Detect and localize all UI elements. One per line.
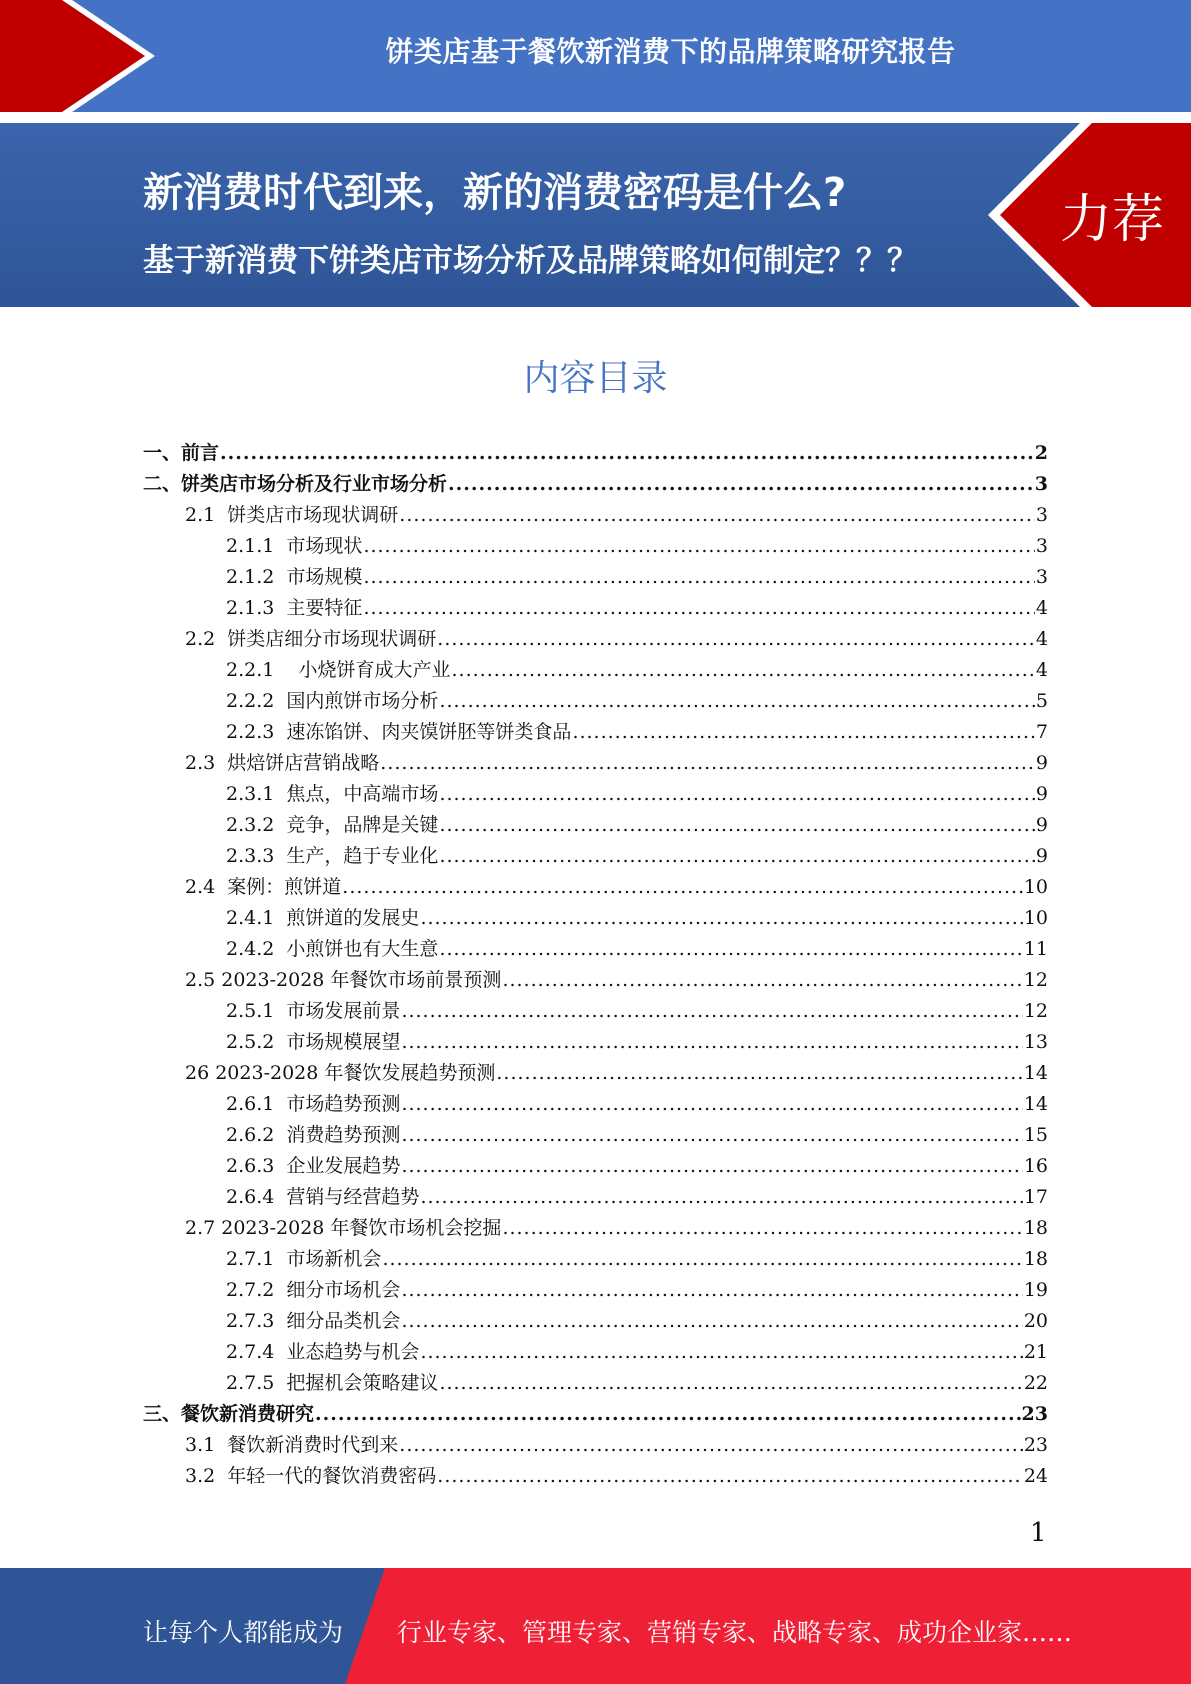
toc-leader-dots: [420, 1186, 1022, 1208]
toc-entry-label: 一、前言: [143, 442, 220, 464]
toc-leader-dots: [401, 1093, 1022, 1115]
toc-entry-label: 2.7.1 市场新机会: [226, 1248, 382, 1270]
toc-entry-page: 16: [1023, 1155, 1048, 1177]
toc-entry-label: 2.1.2 市场规模: [226, 566, 363, 588]
toc-entry-label: 2.6.3 企业发展趋势: [226, 1155, 401, 1177]
toc-entry[interactable]: [185, 965, 1048, 996]
toc-leader-dots: [437, 1465, 1023, 1487]
toc-entry-label: 2.3.2 竞争，品牌是关键: [226, 814, 439, 836]
toc-entry-page: 23: [1021, 1403, 1048, 1425]
toc-entry-page: 7: [1035, 721, 1048, 743]
toc-entry[interactable]: [226, 1151, 1048, 1182]
toc-leader-dots: [572, 721, 1034, 743]
toc-entry-page: 17: [1023, 1186, 1048, 1208]
toc-entry[interactable]: [226, 686, 1048, 717]
hero-banner: [0, 123, 1191, 307]
toc-entry-page: 3: [1035, 535, 1048, 557]
toc-leader-dots: [439, 783, 1034, 805]
toc-entry-page: 4: [1035, 659, 1048, 681]
toc-entry-page: 9: [1035, 814, 1048, 836]
toc-entry[interactable]: [185, 624, 1048, 655]
toc-entry-page: 10: [1023, 907, 1048, 929]
toc-leader-dots: [502, 1217, 1022, 1239]
toc-entry-label: 2.2.3 速冻馅饼、肉夹馍饼胚等饼类食品: [226, 721, 572, 743]
toc-entry-page: 21: [1023, 1341, 1048, 1363]
toc-entry-page: 13: [1023, 1031, 1048, 1053]
toc-leader-dots: [420, 1341, 1022, 1363]
toc-entry[interactable]: [226, 531, 1048, 562]
toc-entry-label: 2.2.2 国内煎饼市场分析: [226, 690, 439, 712]
toc-entry-label: 三、餐饮新消费研究: [143, 1403, 315, 1425]
report-header: [0, 0, 1191, 112]
toc-entry-page: 2: [1034, 442, 1048, 464]
toc-entry-page: 14: [1023, 1093, 1048, 1115]
toc-leader-dots: [452, 659, 1035, 681]
toc-entry[interactable]: [226, 717, 1048, 748]
banner-headline: 新消费时代到来，新的消费密码是什么?: [143, 170, 847, 216]
toc-entry-label: 2.7 2023-2028 年餐饮市场机会挖掘: [185, 1217, 502, 1239]
toc-entry-label: 2.6.2 消费趋势预测: [226, 1124, 401, 1146]
toc-entry[interactable]: [226, 1089, 1048, 1120]
toc-entry-label: 2.2 饼类店细分市场现状调研: [185, 628, 437, 650]
toc-leader-dots: [315, 1403, 1021, 1425]
toc-leader-dots: [220, 442, 1034, 464]
toc-entry-label: 2.3.1 焦点，中高端市场: [226, 783, 439, 805]
toc-entry-label: 3.1 餐饮新消费时代到来: [185, 1434, 399, 1456]
toc-entry[interactable]: [226, 1368, 1048, 1399]
toc-entry-label: 2.7.3 细分品类机会: [226, 1310, 401, 1332]
footer-slogan-left: 让每个人都能成为: [143, 1618, 344, 1647]
toc-entry[interactable]: [226, 841, 1048, 872]
toc-entry[interactable]: [185, 1461, 1048, 1492]
toc-entry[interactable]: [226, 655, 1048, 686]
toc-entry-page: 18: [1023, 1217, 1048, 1239]
toc-leader-dots: [439, 1372, 1022, 1394]
toc-leader-dots: [401, 1310, 1022, 1332]
toc-leader-dots: [401, 1124, 1022, 1146]
toc-leader-dots: [363, 597, 1034, 619]
toc-entry-label: 2.7.2 细分市场机会: [226, 1279, 401, 1301]
toc-leader-dots: [439, 938, 1022, 960]
toc-entry[interactable]: [143, 469, 1048, 500]
toc-entry[interactable]: [226, 996, 1048, 1027]
toc-entry[interactable]: [226, 810, 1048, 841]
toc-entry-label: 2.1.1 市场现状: [226, 535, 363, 557]
toc-entry-label: 2.7.4 业态趋势与机会: [226, 1341, 420, 1363]
toc-leader-dots: [439, 845, 1034, 867]
toc-entry[interactable]: [226, 1182, 1048, 1213]
toc-leader-dots: [399, 1434, 1023, 1456]
toc-entry-page: 12: [1023, 1000, 1048, 1022]
toc-entry[interactable]: [226, 562, 1048, 593]
toc-leader-dots: [437, 628, 1035, 650]
toc-entry-label: 2.4.1 煎饼道的发展史: [226, 907, 420, 929]
footer-slogan-right: 行业专家、管理专家、营销专家、战略专家、成功企业家……: [397, 1618, 1073, 1647]
toc-entry-label: 2.6.4 营销与经营趋势: [226, 1186, 420, 1208]
toc-leader-dots: [502, 969, 1022, 991]
toc-leader-dots: [380, 752, 1035, 774]
toc-entry[interactable]: [185, 1213, 1048, 1244]
page-number: 1: [1030, 1518, 1047, 1548]
toc-entry[interactable]: [226, 1306, 1048, 1337]
toc-leader-dots: [496, 1062, 1022, 1084]
toc-leader-dots: [401, 1279, 1022, 1301]
toc-entry-page: 3: [1035, 566, 1048, 588]
toc-leader-dots: [401, 1000, 1022, 1022]
toc-entry-label: 2.2.1 小烧饼育成大产业: [226, 659, 451, 681]
toc-entry-label: 2.5 2023-2028 年餐饮市场前景预测: [185, 969, 502, 991]
toc-entry-label: 2.7.5 把握机会策略建议: [226, 1372, 439, 1394]
toc-leader-dots: [439, 690, 1034, 712]
banner-subheadline: 基于新消费下饼类店市场分析及品牌策略如何制定？？？: [143, 243, 918, 279]
toc-entry-label: 2.5.2 市场规模展望: [226, 1031, 401, 1053]
toc-entry[interactable]: [185, 1058, 1048, 1089]
toc-entry[interactable]: [226, 593, 1048, 624]
toc-entry-page: 19: [1023, 1279, 1048, 1301]
toc-entry[interactable]: [226, 779, 1048, 810]
toc-entry[interactable]: [143, 438, 1048, 469]
toc-leader-dots: [448, 473, 1034, 495]
toc-entry-page: 5: [1035, 690, 1048, 712]
toc-entry-label: 2.6.1 市场趋势预测: [226, 1093, 401, 1115]
toc-leader-dots: [363, 566, 1034, 588]
toc-leader-dots: [363, 535, 1034, 557]
toc-entry-page: 18: [1023, 1248, 1048, 1270]
toc-entry-label: 26 2023-2028 年餐饮发展趋势预测: [185, 1062, 496, 1084]
toc-entry[interactable]: [226, 1275, 1048, 1306]
toc-entry-page: 4: [1035, 597, 1048, 619]
toc-entry[interactable]: [226, 1027, 1048, 1058]
toc-entry-page: 3: [1034, 473, 1048, 495]
toc-entry-label: 2.5.1 市场发展前景: [226, 1000, 401, 1022]
toc-entry-page: 9: [1035, 752, 1048, 774]
toc-entry-label: 2.4.2 小煎饼也有大生意: [226, 938, 439, 960]
toc-entry-page: 4: [1035, 628, 1048, 650]
toc-entry[interactable]: [185, 872, 1048, 903]
toc-leader-dots: [401, 1031, 1022, 1053]
toc-entry-label: 3.2 年轻一代的餐饮消费密码: [185, 1465, 437, 1487]
toc-entry-page: 12: [1023, 969, 1048, 991]
toc-entry-page: 22: [1023, 1372, 1048, 1394]
toc-entry-page: 9: [1035, 783, 1048, 805]
toc-entry[interactable]: [185, 500, 1048, 531]
toc-entry-page: 14: [1023, 1062, 1048, 1084]
toc-entry-page: 23: [1023, 1434, 1048, 1456]
toc-entry-label: 2.1.3 主要特征: [226, 597, 363, 619]
toc-entry-label: 二、饼类店市场分析及行业市场分析: [143, 473, 448, 495]
toc-leader-dots: [401, 1155, 1022, 1177]
toc-leader-dots: [399, 504, 1035, 526]
toc-entry[interactable]: [185, 748, 1048, 779]
toc-leader-dots: [420, 907, 1022, 929]
toc-entry-page: 15: [1023, 1124, 1048, 1146]
toc-entry[interactable]: [226, 1120, 1048, 1151]
toc-heading: 内容目录: [523, 358, 668, 399]
toc-entry-label: 2.3.3 生产，趋于专业化: [226, 845, 439, 867]
toc-entry-label: 2.4 案例：煎饼道: [185, 876, 342, 898]
toc-entry-page: 24: [1023, 1465, 1048, 1487]
toc-leader-dots: [382, 1248, 1022, 1270]
report-title: 饼类店基于餐饮新消费下的品牌策略研究报告: [385, 35, 956, 68]
recommend-badge: 力荐: [1060, 190, 1165, 250]
toc-entry-page: 3: [1035, 504, 1048, 526]
footer-banner: [0, 1568, 1191, 1684]
toc-entry[interactable]: [226, 1244, 1048, 1275]
toc-entry-label: 2.1 饼类店市场现状调研: [185, 504, 399, 526]
toc-entry-page: 9: [1035, 845, 1048, 867]
toc-entry[interactable]: [143, 1399, 1048, 1430]
toc-entry[interactable]: [226, 903, 1048, 934]
toc-leader-dots: [439, 814, 1034, 836]
toc-entry[interactable]: [185, 1430, 1048, 1461]
toc-entry[interactable]: [226, 1337, 1048, 1368]
toc-entry[interactable]: [226, 934, 1048, 965]
toc-entry-label: 2.3 烘焙饼店营销战略: [185, 752, 380, 774]
toc-entry-page: 20: [1023, 1310, 1048, 1332]
toc-entry-page: 11: [1023, 938, 1048, 960]
toc-entry-page: 10: [1023, 876, 1048, 898]
toc-leader-dots: [342, 876, 1023, 898]
